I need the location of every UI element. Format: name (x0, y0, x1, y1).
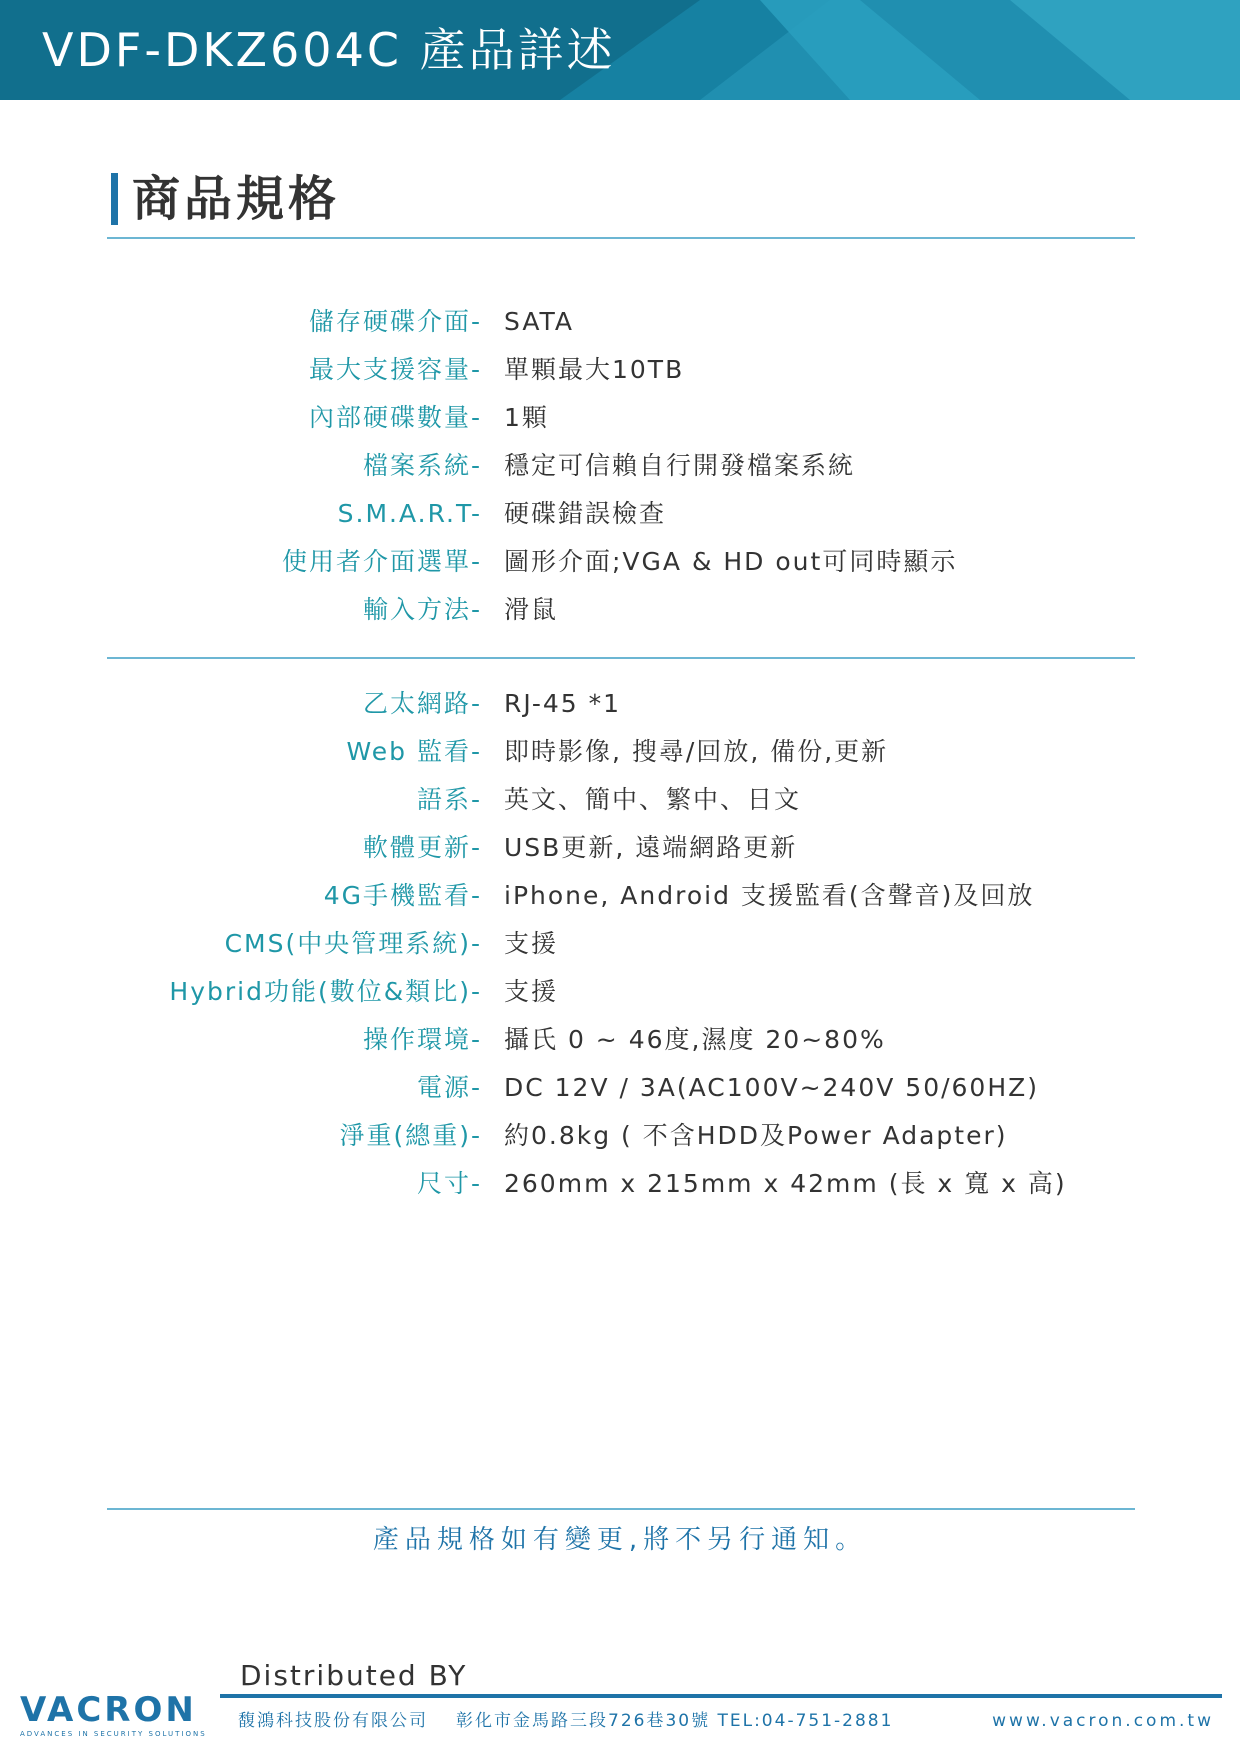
spec-label: 使用者介面選單- (281, 547, 482, 576)
vacron-logo (20, 1692, 207, 1738)
spec-row (0, 1070, 1240, 1106)
section-heading (111, 172, 340, 226)
spec-label: 內部硬碟數量- (308, 403, 482, 432)
group-divider (107, 657, 1135, 659)
spec-label: 尺寸- (416, 1169, 482, 1198)
spec-label: 軟體更新- (362, 833, 482, 862)
spec-value: 穩定可信賴自行開發檔案系統 (504, 451, 856, 480)
page-header (0, 0, 1240, 100)
spec-value: 支援 (504, 977, 559, 1006)
spec-row (0, 448, 1240, 484)
spec-value: 英文、簡中、繁中、日文 (504, 785, 802, 814)
spec-label: 儲存硬碟介面- (308, 307, 482, 336)
spec-value: 約0.8kg ( 不含HDD及Power Adapter) (504, 1121, 1008, 1150)
page-title: VDF-DKZ604C 產品詳述 (42, 23, 616, 77)
spec-value: 260mm x 215mm x 42mm (長 x 寬 x 高) (504, 1169, 1067, 1198)
spec-label: 淨重(總重)- (339, 1121, 482, 1150)
spec-label: 操作環境- (362, 1025, 482, 1054)
company-website[interactable]: www.vacron.com.tw (992, 1711, 1214, 1731)
spec-label: 輸入方法- (362, 595, 482, 624)
spec-row (0, 686, 1240, 722)
spec-row (0, 1118, 1240, 1154)
spec-label: 乙太網路- (362, 689, 482, 718)
spec-value: 滑鼠 (504, 595, 559, 624)
spec-label: 檔案系統- (362, 451, 482, 480)
spec-label: 最大支援容量- (308, 355, 482, 384)
spec-value: SATA (504, 307, 574, 336)
spec-row (0, 830, 1240, 866)
spec-change-notice: 產品規格如有變更,將不另行通知。 (372, 1525, 868, 1555)
spec-row (0, 734, 1240, 770)
spec-label: Web 監看- (346, 737, 482, 766)
section-heading-bar (111, 173, 118, 225)
spec-label: CMS(中央管理系統)- (224, 929, 482, 958)
spec-value: iPhone, Android 支援監看(含聲音)及回放 (504, 881, 1035, 910)
spec-value: 支援 (504, 929, 559, 958)
spec-label: S.M.A.R.T- (337, 499, 482, 528)
spec-row (0, 974, 1240, 1010)
section-divider (107, 237, 1135, 239)
footer-contact (238, 1706, 1214, 1736)
spec-row (0, 304, 1240, 340)
spec-value: DC 12V / 3A(AC100V~240V 50/60HZ) (504, 1073, 1040, 1102)
spec-label: 語系- (416, 785, 482, 814)
spec-value: 單顆最大10TB (504, 355, 685, 384)
spec-row (0, 782, 1240, 818)
distributed-by-label: Distributed BY (240, 1659, 468, 1692)
spec-value: 硬碟錯誤檢查 (504, 499, 667, 528)
spec-row (0, 400, 1240, 436)
spec-row (0, 352, 1240, 388)
spec-label: 電源- (416, 1073, 482, 1102)
spec-value: 即時影像, 搜尋/回放, 備份,更新 (504, 737, 889, 766)
section-title: 商品規格 (132, 171, 341, 227)
spec-row (0, 496, 1240, 532)
spec-row (0, 592, 1240, 628)
footer-divider (220, 1694, 1222, 1698)
spec-value: 攝氏 0 ~ 46度,濕度 20~80% (504, 1025, 886, 1054)
notice-divider (107, 1508, 1135, 1510)
spec-row (0, 544, 1240, 580)
spec-value: RJ-45 *1 (504, 689, 622, 718)
logo-wordmark: VACRON (20, 1690, 197, 1730)
spec-label: Hybrid功能(數位&類比)- (169, 977, 482, 1006)
spec-value: USB更新, 遠端網路更新 (504, 833, 798, 862)
spec-row (0, 1022, 1240, 1058)
spec-row (0, 1166, 1240, 1202)
spec-row (0, 878, 1240, 914)
company-address: 彰化市金馬路三段726巷30號 TEL:04-751-2881 (456, 1711, 894, 1731)
spec-row (0, 926, 1240, 962)
spec-value: 圖形介面;VGA & HD out可同時顯示 (504, 547, 958, 576)
logo-tagline: ADVANCES IN SECURITY SOLUTIONS (20, 1730, 207, 1738)
spec-value: 1顆 (504, 403, 549, 432)
spec-label: 4G手機監看- (323, 881, 482, 910)
company-name: 馥鴻科技股份有限公司 (238, 1711, 428, 1731)
